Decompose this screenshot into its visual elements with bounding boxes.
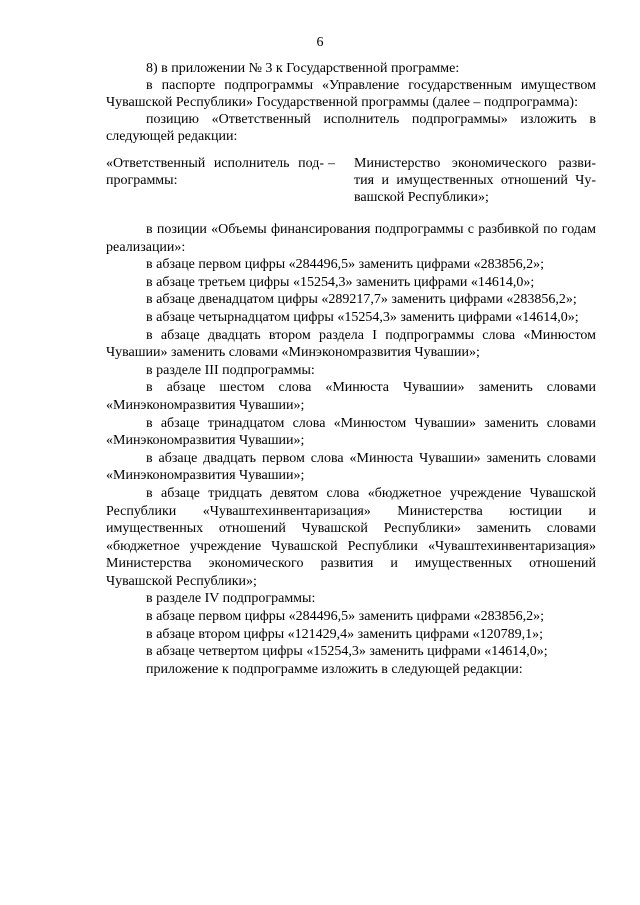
- paragraph: в абзаце двадцать втором раздела I подпрограммы слова «Минюстом Чувашии» заменить словами «Минэкономразвития Чувашии»;: [106, 327, 596, 361]
- table-left-line-2: программы:: [106, 173, 178, 188]
- intro-paragraph-2: в паспорте подпрограммы «Управление государственным имуществом Чувашской Республики» Государственной программы (далее – подпрограмма):: [106, 78, 596, 110]
- paragraph: приложение к подпрограмме изложить в следующей редакции:: [146, 661, 523, 677]
- table-right-line-3: вашской Республики»;: [354, 190, 489, 205]
- paragraph: в разделе III подпрограммы:: [146, 362, 315, 378]
- table-left-cell: [106, 155, 324, 189]
- amendments-block: [106, 221, 596, 678]
- table-right-cell: [354, 155, 596, 206]
- paragraph: в позиции «Объемы финансирования подпрограммы с разбивкой по годам реализации»:: [106, 222, 596, 255]
- table-right-line-1: Министерство экономического разви-: [354, 156, 596, 171]
- paragraph: в разделе IV подпрограммы:: [146, 591, 316, 607]
- table-dash: –: [328, 156, 335, 171]
- paragraph: в абзаце первом цифры «284496,5» заменить цифрами «283856,2»;: [146, 257, 544, 273]
- paragraph: в абзаце втором цифры «121429,4» заменить цифрами «120789,1»;: [146, 626, 543, 642]
- table-right-line-2: тия и имущественных отношений Чу-: [354, 173, 596, 188]
- paragraph: в абзаце третьем цифры «15254,3» заменить цифрами «14614,0»;: [146, 274, 535, 290]
- intro-block: [106, 60, 596, 145]
- page-number: 6: [316, 35, 324, 50]
- paragraph: в абзаце первом цифры «284496,5» заменить цифрами «283856,2»;: [146, 609, 544, 625]
- paragraph: в абзаце четырнадцатом цифры «15254,3» заменить цифрами «14614,0»;: [146, 309, 579, 325]
- paragraph: в абзаце тридцать девятом слова «бюджетное учреждение Чувашской Республики «Чуваштехинвентаризация» Министерства юстиции и имущественных отношений Чувашской Республики» заменить словами «бюджетное учреждение Чувашской Республики «Чуваштехинвентаризация» Министерства экономического развития и имущественных отношений Чувашской Республики»;: [106, 485, 596, 589]
- table-left-line-1: «Ответственный исполнитель под-: [106, 156, 324, 171]
- intro-paragraph-3: позицию «Ответственный исполнитель подпрограммы» изложить в следующей редакции:: [106, 112, 596, 144]
- paragraph: в абзаце шестом слова «Минюста Чувашии» заменить словами «Минэкономразвития Чувашии»;: [106, 380, 596, 413]
- paragraph: в абзаце двадцать первом слова «Минюста Чувашии» заменить словами «Минэкономразвития Чувашии»;: [106, 450, 596, 484]
- intro-paragraph-1: 8) в приложении № 3 к Государственной программе:: [146, 61, 460, 76]
- paragraph: в абзаце тринадцатом слова «Минюстом Чувашии» заменить словами «Минэкономразвития Чувашии»;: [106, 415, 596, 449]
- paragraph: в абзаце двенадцатом цифры «289217,7» заменить цифрами «283856,2»;: [146, 292, 577, 308]
- paragraph: в абзаце четвертом цифры «15254,3» заменить цифрами «14614,0»;: [146, 644, 548, 660]
